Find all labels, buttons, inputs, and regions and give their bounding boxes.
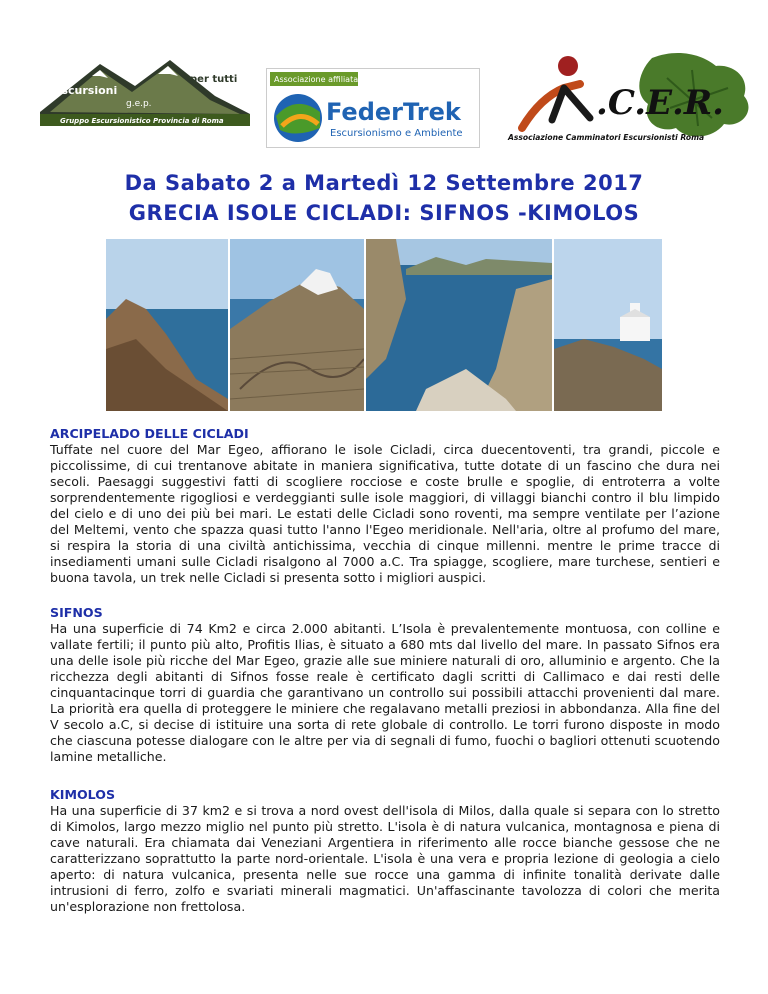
photo-coast-1 xyxy=(106,239,228,411)
section-heading-sifnos: SIFNOS xyxy=(50,605,103,620)
section-text-sifnos: Ha una superficie di 74 Km2 e circa 2.000 abitanti. L’Isola è prevalentemente montuosa, con colline e vallate fertili; il punto più alto, Profitis Ilias, è situato a 680 mts dal livello del mare. In passato Sifnos era una delle isole più ricche del Mar Egeo, grazie alle sue miniere naturali di oro, alluminio e argento. Che la ricchezza degli abitanti di Sifnos fosse reale è certificato dagli scritti di Callimaco e dai resti delle cinquantacinque torri di guardia che garantivano un controllo sui possibili attacchi provenienti dal mare. La priorità era quella di proteggere le miniere che regalavano metalli preziosi in abbondanza. Alla fine del V secolo a.C, si decise di istituire una sorta di rete globale di controllo. Le torri furono disposte in modo che ciascuna potesse dialogare con le altre per via di segnali di fumo, fuochi o bagliori ottenuti scuotendo lamine metalliche. xyxy=(50,621,720,764)
federtrek-logo xyxy=(266,68,480,148)
federtrek-name: FederTrek xyxy=(326,98,461,126)
photo-strip xyxy=(106,239,662,411)
cer-logo xyxy=(502,48,762,148)
gep-word-left: escursioni xyxy=(54,84,118,97)
section-text-kimolos: Ha una superficie di 37 km2 e si trova a nord ovest dell'isola di Milos, dalla quale si separa con lo stretto di Kimolos, largo mezzo miglio nel punto più stretto. L'isola è di natura vulcanica, montagnosa e piena di cave naturali. Era chiamata dai Veneziani Argentiera in riferimento alle rocce bianche gessose che ne caratterizzano soprattutto la parte nord-orientale. L'isola è una vera e propria lezione di geologia a cielo aperto: di natura vulcanica, presenta nelle sue rocce una gamma di infinite tonalità derivate dalle intrusioni di ferro, zolfo e svariati minerali magmatici. Un'affascinante tavolozza di colori che merita un'esplorazione non frettolosa. xyxy=(50,803,720,914)
cer-subtitle: Associazione Camminatori Escursionisti Roma xyxy=(508,133,705,142)
photo-bay xyxy=(366,239,552,411)
section-heading-kimolos: KIMOLOS xyxy=(50,787,116,802)
page-title: Da Sabato 2 a Martedì 12 Settembre 2017 xyxy=(124,171,644,195)
logo-bar xyxy=(40,56,740,156)
gep-logo xyxy=(40,56,250,126)
federtrek-tag: Associazione affiliata xyxy=(274,75,359,84)
federtrek-tagline: Escursionismo e Ambiente xyxy=(330,128,463,139)
section-text-cicladi: Tuffate nel cuore del Mar Egeo, affiorano le isole Cicladi, circa duecentoventi, tra grandi, piccole e piccolissime, di cui trentanove abitate in maniera significativa, tutte dotate di un fascino che dura nei secoli. Paesaggi suggestivi fatti di scogliere rocciose e coste brulle e spoglie, di entroterra a volte sorprendentemente rigogliosi e verdeggianti sulle isole maggiori, di villaggi bianchi contro il blu limpido del cielo e di uno dei più bei mari. Le estati delle Cicladi sono roventi, ma sempre ventilate per l’azione del Meltemi, vento che spazza quasi tutto l'anno l'Egeo meridionale. Nell'aria, oltre al profumo del mare, si respira la storia di una civiltà antichissima, vecchia di cinque millenni. mentre le prime tracce di insediamenti umani sulle Cicladi risalgono al 7000 a.C. Tra spiagge, scogliere, mare turchese, sentieri e buona tavola, un trek nelle Cicladi si presenta sotto i migliori auspici. xyxy=(50,442,720,585)
gep-word-mid: g.e.p. xyxy=(126,99,152,109)
gep-word-right: per tutti xyxy=(190,74,238,85)
gep-subtitle: Gruppo Escursionistico Provincia di Roma xyxy=(60,117,224,125)
section-heading-cicladi: ARCIPELADO DELLE CICLADI xyxy=(50,426,249,441)
page-subtitle: GRECIA ISOLE CICLADI: SIFNOS -KIMOLOS xyxy=(128,201,640,225)
photo-chapel xyxy=(554,239,662,411)
walker-head-icon xyxy=(558,56,578,76)
photo-village xyxy=(230,239,364,411)
cer-letters: .C.E.R. xyxy=(596,83,724,123)
